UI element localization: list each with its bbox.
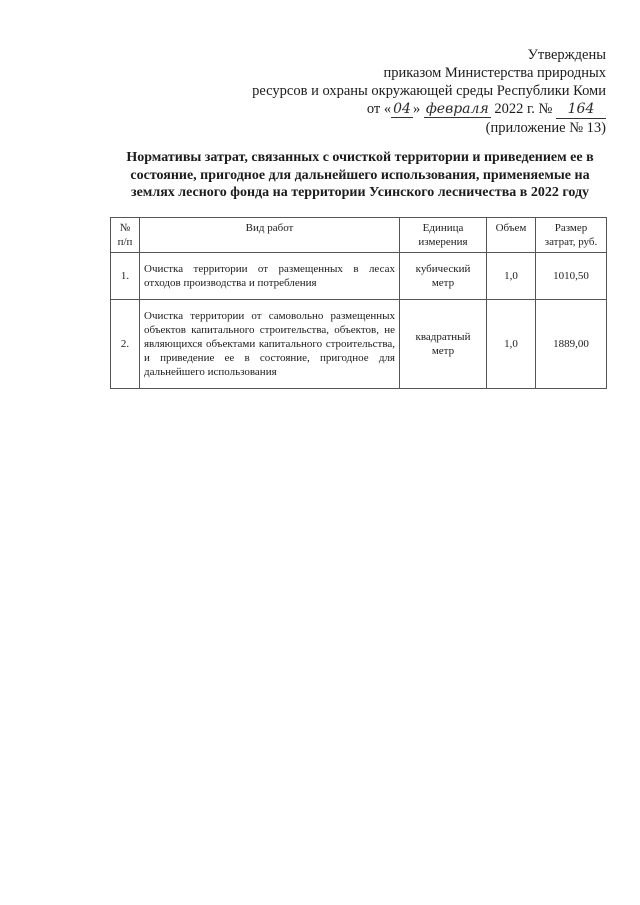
header-volume: Объем [487, 218, 536, 253]
row-unit: квадратный метр [400, 300, 487, 389]
appendix-note: (приложение № 13) [485, 120, 606, 136]
table-header-row [111, 218, 607, 253]
handwritten-day: 04 [393, 101, 411, 117]
header-work: Вид работ [140, 218, 400, 253]
table-row [111, 253, 607, 300]
row-num: 2. [111, 300, 140, 389]
row-cost: 1010,50 [536, 253, 607, 300]
table-row [111, 300, 607, 389]
row-cost: 1889,00 [536, 300, 607, 389]
handwritten-order-number: 164 [556, 100, 606, 119]
document-title: Нормативы затрат, связанных с очисткой территории и приведением ее в состояние, пригодное для дальнейшего использования, применяемые на землях лесного фонда на территории Усинского лесничества в 2022 году [126, 150, 594, 200]
row-work: Очистка территории от размещенных в лесах отходов производства и потребления [140, 253, 400, 300]
header-cost: Размер затрат, руб. [536, 218, 607, 253]
norms-table [110, 217, 607, 389]
row-volume: 1,0 [487, 253, 536, 300]
date-prefix: от « [366, 101, 392, 117]
approval-stamp [206, 46, 606, 137]
approval-date-line: от « 04 » февраля 2022 г. № 164 [206, 100, 606, 119]
approval-authority-line-2: ресурсов и охраны окружающей среды Республики Коми [252, 83, 606, 99]
row-unit: кубический метр [400, 253, 487, 300]
header-unit: Единица измерения [400, 218, 487, 253]
row-volume: 1,0 [487, 300, 536, 389]
date-year: 2022 г. № [494, 101, 553, 117]
handwritten-month: февраля [425, 101, 489, 117]
row-num: 1. [111, 253, 140, 300]
row-work: Очистка территории от самовольно размещенных объектов капитального строительства, объектов, не являющихся объектами капитального строительства, и приведение ее в состояние, пригодное для дальнейшего использования [140, 300, 400, 389]
approval-heading: Утверждены [527, 47, 606, 63]
approval-authority-line: приказом Министерства природных [383, 65, 606, 81]
header-num: № п/п [111, 218, 140, 253]
